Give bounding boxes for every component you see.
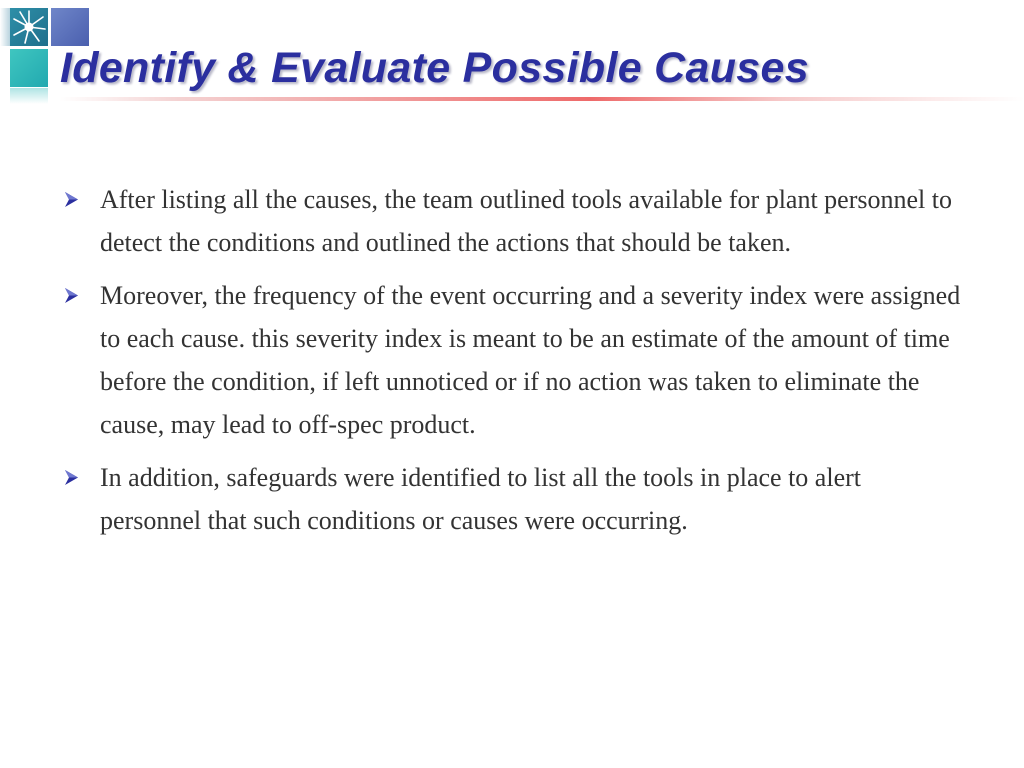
arrow-bullet-icon bbox=[64, 456, 84, 499]
slide-title: Identify & Evaluate Possible Causes bbox=[60, 44, 809, 92]
title-underline bbox=[60, 97, 1024, 101]
bullet-list bbox=[62, 178, 967, 552]
star-burst-icon bbox=[10, 8, 48, 46]
logo-teal-tile bbox=[10, 49, 48, 87]
bullet-item bbox=[62, 274, 967, 446]
logo-navy-tile bbox=[51, 8, 89, 46]
bullet-item bbox=[62, 456, 967, 542]
logo-fade-tile bbox=[0, 8, 10, 46]
arrow-bullet-icon bbox=[64, 274, 84, 317]
bullet-text: Moreover, the frequency of the event occurring and a severity index were assigned to each cause. this severity index is meant to be an estimate of the amount of time before the condition, if left unnoticed or if no action was taken to eliminate the cause, may lead to off-spec product. bbox=[100, 281, 961, 439]
bullet-item bbox=[62, 178, 967, 264]
bullet-text: In addition, safeguards were identified to list all the tools in place to alert personnel that such conditions or causes were occurring. bbox=[100, 463, 861, 535]
arrow-bullet-icon bbox=[64, 178, 84, 221]
logo-reflection-tile bbox=[10, 88, 48, 104]
bullet-text: After listing all the causes, the team outlined tools available for plant personnel to detect the conditions and outlined the actions that should be taken. bbox=[100, 185, 952, 257]
